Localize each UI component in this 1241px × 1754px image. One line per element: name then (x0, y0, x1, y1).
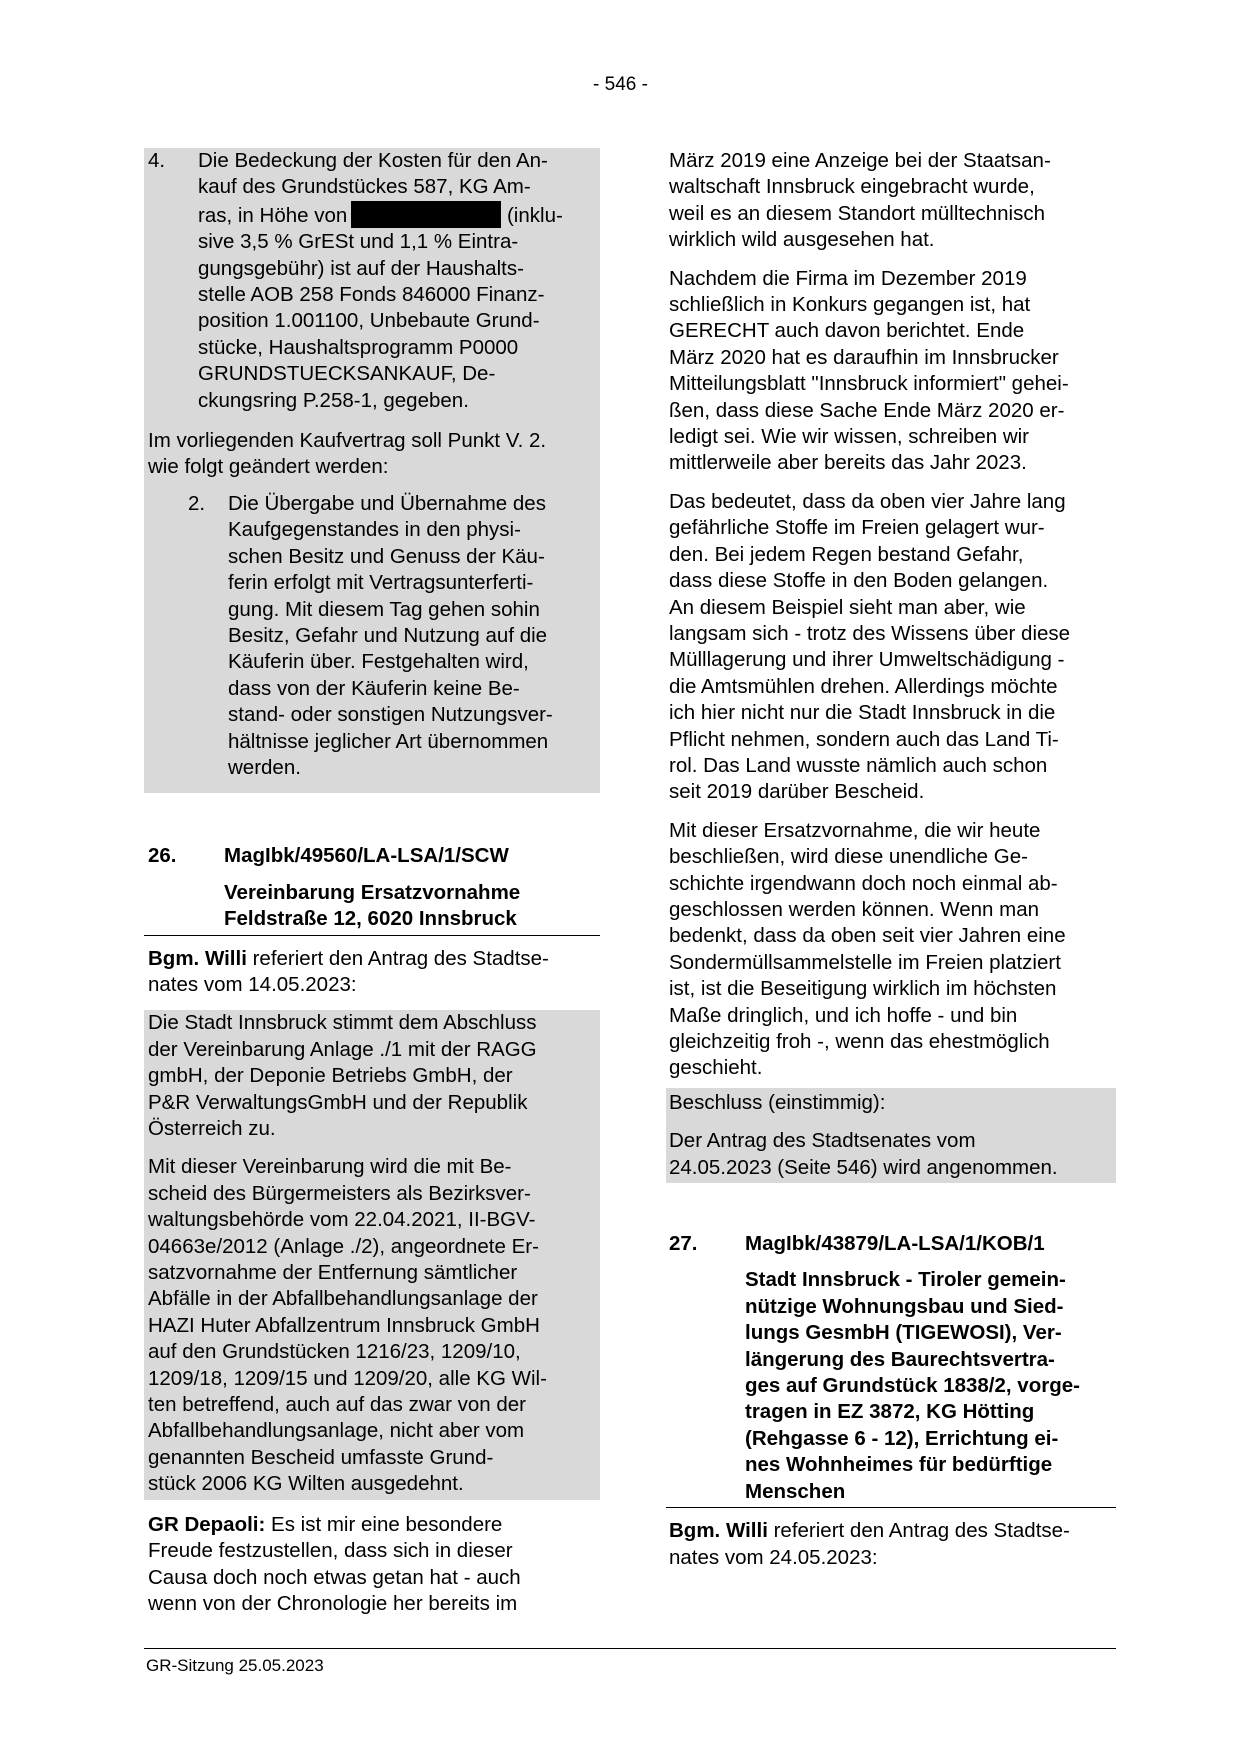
text-line: (inklu- (506, 203, 563, 227)
text-line: referiert den Antrag des Stadtse- (767, 1519, 1070, 1543)
text-line: Österreich zu. (148, 1117, 276, 1140)
title-line: Vereinbarung Ersatzvornahme (224, 880, 521, 904)
text-line: ist, ist die Beseitigung wirklich im höchsten (669, 977, 1057, 1001)
text-line: werden. (228, 755, 301, 779)
text-line: gleichzeitig froh -, wenn das ehestmöglich (669, 1030, 1050, 1053)
page-number: - 546 - (593, 74, 648, 95)
right-column (666, 148, 1116, 1571)
item-number: 4. (148, 149, 166, 172)
text-line: Mit dieser Vereinbarung wird die mit Be- (148, 1155, 512, 1179)
paragraph-1 (666, 148, 1116, 254)
text-line: waltschaft Innsbruck eingebracht wurde, (669, 175, 1035, 199)
title-line: (Rehgasse 6 - 12), Errichtung ei- (745, 1426, 1059, 1450)
footer-session-date: GR-Sitzung 25.05.2023 (146, 1656, 324, 1675)
text-line: Freude festzustellen, dass sich in dieser (148, 1539, 513, 1563)
bgm-referiert-27 (666, 1518, 1116, 1571)
text-line: schließlich in Konkurs gegangen ist, hat (669, 293, 1031, 317)
title-line: Feldstraße 12, 6020 Innsbruck (224, 907, 517, 931)
text-line: HAZI Huter Abfallzentrum Innsbruck GmbH (148, 1313, 540, 1337)
text-line: Pflicht nehmen, sondern auch das Land Ti- (669, 727, 1059, 751)
text-line: die Amtsmühlen drehen. Allerdings möchte (669, 674, 1058, 698)
text-line: stücke, Haushaltsprogramm P0000 (198, 335, 519, 359)
agenda-item-26-title (144, 880, 600, 936)
kaufvertrag-intro (148, 428, 594, 481)
title-line: längerung des Baurechtsvertra- (745, 1347, 1055, 1371)
text-line: Besitz, Gefahr und Nutzung auf die (228, 623, 548, 647)
text-line: gungsgebühr) ist auf der Haushalts- (198, 256, 524, 280)
text-line: Im vorliegenden Kaufvertrag soll Punkt V. 2. (148, 429, 547, 453)
text-line: position 1.001100, Unbebaute Grund- (198, 309, 540, 333)
text-line: seit 2019 darüber Bescheid. (669, 780, 925, 804)
paragraph-2 (666, 266, 1116, 477)
title-line: ges auf Grundstück 1838/2, vorge- (745, 1374, 1080, 1398)
text-line: rol. Das Land wusste nämlich auch schon (669, 753, 1048, 777)
text-line: 24.05.2023 (Seite 546) wird angenommen. (669, 1155, 1058, 1179)
agenda-item-27-title (666, 1267, 1116, 1508)
title-line: nützige Wohnungsbau und Sied- (745, 1294, 1064, 1318)
text-line: schen Besitz und Genuss der Käu- (228, 544, 545, 568)
text-line: dass diese Stoffe in den Boden gelangen. (669, 569, 1049, 593)
text-line: wirklich wild ausgesehen hat. (669, 228, 935, 252)
text-line: stand- oder sonstigen Nutzungsver- (228, 703, 553, 727)
text-line: bedenkt, dass da oben seit vier Jahren eine (669, 924, 1066, 948)
text-line: nates vom 14.05.2023: (148, 972, 357, 996)
footer-divider (144, 1648, 1116, 1649)
agenda-number: 26. (148, 844, 177, 868)
paragraph-3 (666, 489, 1116, 806)
text-line: ten betreffend, auch auf das zwar von der (148, 1393, 526, 1417)
text-line: sive 3,5 % GrESt und 1,1 % Eintra- (198, 230, 519, 254)
text-line: Der Antrag des Stadtsenates vom (669, 1129, 976, 1153)
sub-item-2 (148, 491, 594, 781)
text-line: Es ist mir eine besondere (265, 1512, 503, 1536)
text-line: P&R VerwaltungsGmbH und der Republik (148, 1090, 528, 1114)
text-line: referiert den Antrag des Stadtse- (246, 946, 549, 970)
text-line: Nachdem die Firma im Dezember 2019 (669, 266, 1027, 290)
beschluss-text (669, 1128, 1110, 1181)
title-line: Stadt Innsbruck - Tiroler gemein- (745, 1268, 1066, 1292)
text-line: mittlerweile aber bereits das Jahr 2023. (669, 451, 1027, 475)
agenda-item-26-heading (144, 843, 600, 869)
text-line: waltungsbehörde vom 22.04.2021, II-BGV- (148, 1208, 536, 1232)
text-line: nates vom 24.05.2023: (669, 1545, 878, 1569)
text-line: Die Bedeckung der Kosten für den An- (198, 149, 548, 172)
text-line: satzvornahme der Entfernung sämtlicher (148, 1261, 518, 1285)
text-line: Die Stadt Innsbruck stimmt dem Abschluss (148, 1011, 537, 1035)
text-line: Abfälle in der Abfallbehandlungsanlage der (148, 1287, 538, 1311)
speaker-name: GR Depaoli: (148, 1512, 266, 1536)
text-line: geschieht. (669, 1056, 763, 1080)
title-line: lungs GesmbH (TIGEWOSI), Ver- (745, 1321, 1062, 1345)
text-line: beschließen, wird diese unendliche Ge- (669, 845, 1028, 869)
paragraph-4 (666, 818, 1116, 1082)
text-line: gmbH, der Deponie Betriebs GmbH, der (148, 1064, 513, 1088)
text-line: gung. Mit diesem Tag gehen sohin (228, 597, 540, 621)
text-line: langsam sich - trotz des Wissens über diese (669, 621, 1071, 645)
speaker-name: Bgm. Willi (669, 1519, 768, 1543)
text-line: Sondermüllsammelstelle im Freien platziert (669, 950, 1061, 974)
text-line: der Vereinbarung Anlage ./1 mit der RAGG (148, 1037, 537, 1061)
item-number: 2. (188, 491, 206, 515)
text-line: dass von der Käuferin keine Be- (228, 676, 520, 700)
title-line: nes Wohnheimes für bedürftige (745, 1453, 1053, 1477)
agenda-item-27-heading (666, 1231, 1116, 1257)
gr-depaoli-statement (144, 1512, 600, 1618)
text-line: Das bedeutet, dass da oben vier Jahre lang (669, 489, 1066, 513)
text-line: 1209/18, 1209/15 und 1209/20, alle KG Wil- (148, 1366, 547, 1390)
antrag-paragraph-2 (148, 1154, 594, 1497)
text-line: weil es an diesem Standort mülltechnisch (669, 201, 1046, 225)
text-line: geschlossen werden können. Wenn man (669, 897, 1039, 921)
text-line: hältnisse jeglicher Art übernommen (228, 729, 549, 753)
text-line: stück 2006 KG Wilten ausgedehnt. (148, 1472, 464, 1496)
text-line: Maße dringlich, und ich hoffe - und bin (669, 1003, 1018, 1027)
text-line: Mitteilungsblatt "Innsbruck informiert" gehei- (669, 372, 1069, 396)
text-line: GERECHT auch davon berichtet. Ende (669, 319, 1025, 343)
text-line: Abfallbehandlungsanlage, nicht aber vom (148, 1419, 525, 1443)
text-line: 04663e/2012 (Anlage ./2), angeordnete Er- (148, 1234, 539, 1258)
agenda-number: 27. (669, 1232, 698, 1256)
speaker-name: Bgm. Willi (148, 946, 247, 970)
text-line: stelle AOB 258 Fonds 846000 Finanz- (198, 283, 545, 307)
text-line: wenn von der Chronologie her bereits im (148, 1591, 518, 1615)
beschluss-label: Beschluss (einstimmig): (669, 1090, 886, 1114)
text-line: genannten Bescheid umfasste Grund- (148, 1445, 494, 1469)
text-line: wie folgt geändert werden: (148, 455, 389, 479)
text-line: März 2020 hat es daraufhin im Innsbrucker (669, 345, 1059, 369)
text-line: auf den Grundstücken 1216/23, 1209/10, (148, 1340, 521, 1364)
text-line: Die Übergabe und Übernahme des (228, 491, 546, 515)
text-line: Mülllagerung und ihrer Umweltschädigung - (669, 648, 1065, 672)
text-line: März 2019 eine Anzeige bei der Staatsan- (669, 149, 1051, 172)
text-line: Mit dieser Ersatzvornahme, die wir heute (669, 818, 1041, 842)
text-line: ckungsring P.258-1, gegeben. (198, 388, 469, 412)
numbered-item-4 (148, 148, 594, 414)
text-line: den. Bei jedem Regen bestand Gefahr, (669, 542, 1024, 566)
antrag-paragraph-1 (148, 1010, 594, 1142)
text-line: Käuferin über. Festgehalten wird, (228, 650, 529, 674)
text-line: GRUNDSTUECKSANKAUF, De- (198, 362, 496, 386)
title-line: tragen in EZ 3872, KG Hötting (745, 1400, 1035, 1424)
text-line: ferin erfolgt mit Vertragsunterferti- (228, 571, 534, 595)
text-line: schichte irgendwann doch noch einmal ab- (669, 871, 1058, 895)
title-line: Menschen (745, 1479, 846, 1503)
beschluss-shaded-block (666, 1088, 1116, 1183)
text-line: kauf des Grundstückes 587, KG Am- (198, 175, 531, 199)
text-line: Causa doch noch etwas getan hat - auch (148, 1565, 521, 1589)
redaction-box (351, 201, 501, 228)
agenda-reference: MagIbk/49560/LA-LSA/1/SCW (224, 844, 509, 868)
text-line: scheid des Bürgermeisters als Bezirksver- (148, 1181, 531, 1205)
bgm-referiert (144, 946, 600, 999)
text-line: gefährliche Stoffe im Freien gelagert wur- (669, 516, 1045, 540)
text-line: ich hier nicht nur die Stadt Innsbruck in die (669, 701, 1056, 725)
text-line: ßen, dass diese Sache Ende März 2020 er- (669, 398, 1065, 422)
text-line: An diesem Beispiel sieht man aber, wie (669, 595, 1026, 619)
left-column (144, 148, 600, 1617)
motion-shaded-block (144, 148, 600, 793)
text-line: ledigt sei. Wie wir wissen, schreiben wir (669, 425, 1030, 449)
antrag-shaded-block (144, 1010, 600, 1499)
agenda-reference: MagIbk/43879/LA-LSA/1/KOB/1 (745, 1232, 1045, 1256)
text-line: ras, in Höhe von (198, 203, 348, 227)
text-line: Kaufgegenstandes in den physi- (228, 518, 521, 542)
